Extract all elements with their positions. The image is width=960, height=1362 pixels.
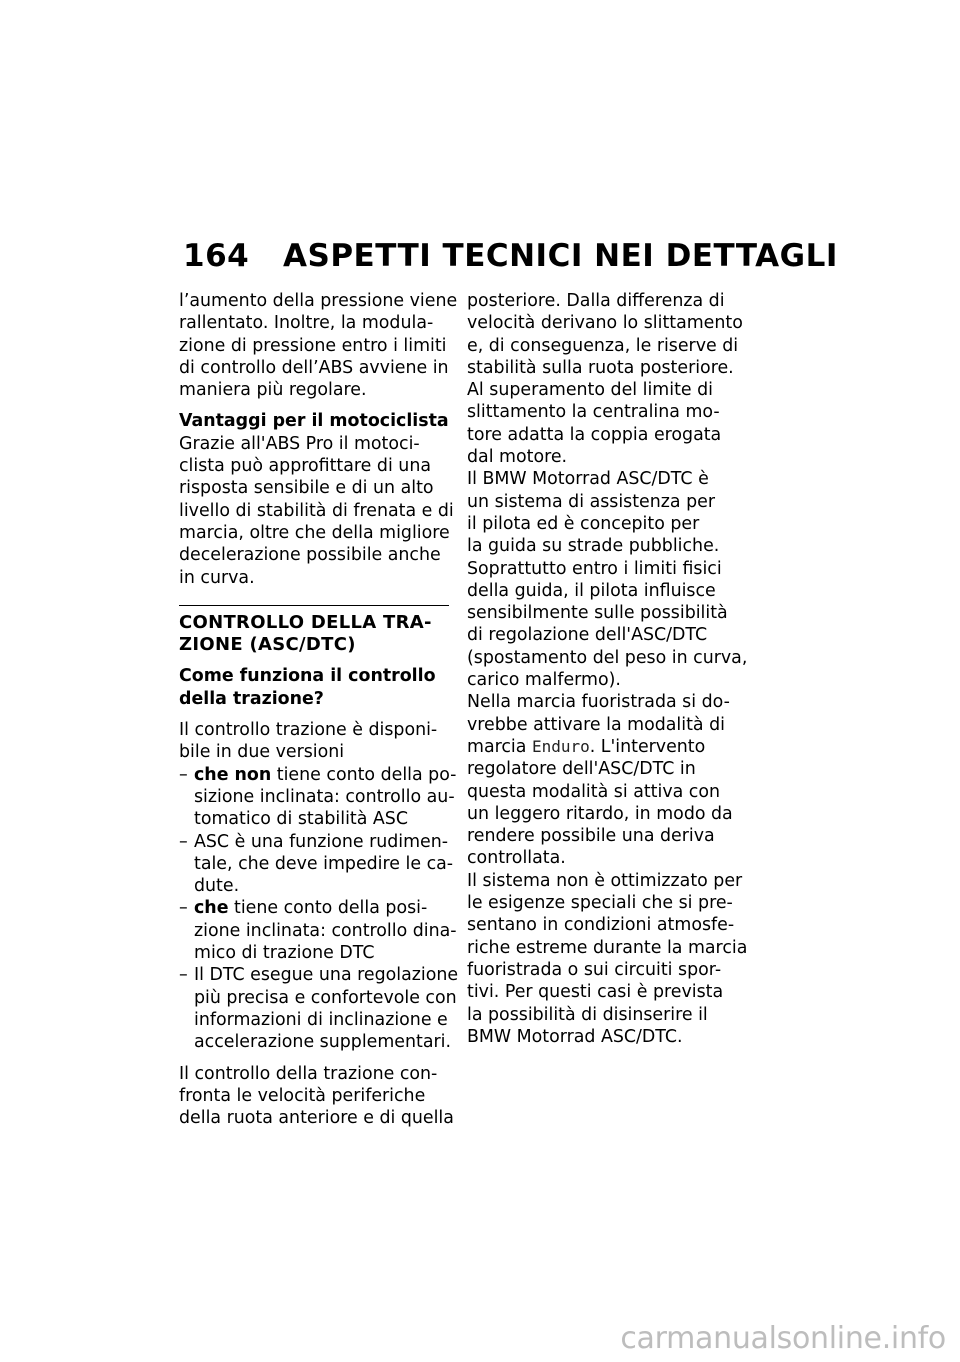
text-fragment: marcia xyxy=(467,736,532,757)
text-line: un leggero ritardo, in modo da xyxy=(467,803,733,824)
text-line: tivi. Per questi casi è prevista xyxy=(467,982,724,1003)
text-line: fronta le velocità periferiche xyxy=(179,1085,426,1106)
list-item-continuation: dute. xyxy=(194,876,240,897)
subheading-line: Come funziona il controllo xyxy=(179,666,436,687)
page-header xyxy=(183,238,838,282)
text-line: della ruota anteriore e di quella xyxy=(179,1108,454,1129)
text-line: tore adatta la coppia erogata xyxy=(467,424,722,445)
list-item-continuation: tomatico di stabilità ASC xyxy=(194,809,408,830)
text-line: di regolazione dell'ASC/DTC xyxy=(467,625,708,646)
text-line: in curva. xyxy=(179,567,255,588)
dash-bullet: – xyxy=(179,898,188,919)
closing-paragraph xyxy=(179,1063,454,1130)
text-line: Il controllo della trazione con- xyxy=(179,1063,438,1084)
right-paragraph-b xyxy=(467,758,748,1048)
list-item-text: Il DTC esegue una regolazione xyxy=(194,965,459,986)
section-heading-line: ZIONE (ASC/DTC) xyxy=(179,634,356,656)
enduro-mode-name: Enduro xyxy=(531,736,590,756)
text-line: l’aumento della pressione viene xyxy=(179,291,458,311)
list-item xyxy=(179,831,454,853)
text-line: regolatore dell'ASC/DTC in xyxy=(467,759,696,780)
text-line: clista può approfittare di una xyxy=(179,456,432,477)
text-line: Il controllo trazione è disponi- xyxy=(179,720,438,741)
enduro-mode-line xyxy=(467,736,742,758)
list-item-continuation: mico di trazione DTC xyxy=(194,943,375,964)
text-line: il pilota ed è concepito per xyxy=(467,513,700,534)
text-line: Soprattutto entro i limiti fisici xyxy=(467,558,722,579)
text-line: Grazie all'ABS Pro il motoci- xyxy=(179,433,420,454)
text-line: Il BMW Motorrad ASC/DTC è xyxy=(467,469,709,490)
page-title: ASPETTI TECNICI NEI DETTAGLI xyxy=(283,238,838,274)
text-line: sentano in condizioni atmosfe- xyxy=(467,915,735,936)
section-divider xyxy=(179,605,449,606)
list-item-continuation: informazioni di inclinazione e xyxy=(194,1009,448,1030)
text-line: decelerazione possibile anche xyxy=(179,545,441,566)
right-paragraph-a xyxy=(467,290,748,736)
list-item-continuation: zione inclinata: controllo dina- xyxy=(194,920,457,941)
text-line: Il sistema non è ottimizzato per xyxy=(467,870,743,891)
list-item-text: tiene conto della po- xyxy=(271,764,457,785)
text-line: slittamento la centralina mo- xyxy=(467,402,720,423)
list-item-text: ASC è una funzione rudimen- xyxy=(194,831,449,852)
list-item-bold: che non xyxy=(194,764,272,785)
text-line: sensibilmente sulle possibilità xyxy=(467,603,728,624)
dash-bullet: – xyxy=(179,831,188,852)
text-fragment: . L'intervento xyxy=(589,736,706,757)
versions-list xyxy=(179,764,459,1054)
vantaggi-paragraph xyxy=(179,433,454,589)
text-line: della guida, il pilota influisce xyxy=(467,580,716,601)
subheading-line: della trazione? xyxy=(179,688,324,709)
versions-intro xyxy=(179,719,454,764)
text-line: controllata. xyxy=(467,848,566,869)
text-line: Nella marcia fuoristrada si do- xyxy=(467,692,730,713)
text-line: zione di pressione entro i limiti xyxy=(179,335,447,356)
text-line: rallentato. Inoltre, la modula- xyxy=(179,313,434,334)
text-line: questa modalità si attiva con xyxy=(467,781,721,802)
text-line: di controllo dell’ABS avviene in xyxy=(179,357,449,378)
text-line: la guida su strade pubbliche. xyxy=(467,536,720,557)
dash-bullet: – xyxy=(179,764,188,785)
text-line: BMW Motorrad ASC/DTC. xyxy=(467,1026,683,1047)
text-line: la possibilità di disinserire il xyxy=(467,1004,708,1025)
list-item-text: tiene conto della posi- xyxy=(228,898,428,919)
text-line: risposta sensibile e di un alto xyxy=(179,478,434,499)
text-line: Al superamento del limite di xyxy=(467,380,713,401)
text-line: (spostamento del peso in curva, xyxy=(467,647,748,668)
text-line: bile in due versioni xyxy=(179,742,345,763)
text-line: maniera più regolare. xyxy=(179,380,367,401)
vantaggi-heading: Vantaggi per il motociclista xyxy=(179,411,449,432)
list-item xyxy=(179,964,459,986)
list-item xyxy=(179,764,457,786)
text-line: livello di stabilità di frenata e di xyxy=(179,500,454,521)
list-item xyxy=(179,897,454,919)
text-line: un sistema di assistenza per xyxy=(467,491,715,512)
text-line: stabilità sulla ruota posteriore. xyxy=(467,357,734,378)
text-line: velocità derivano lo slittamento xyxy=(467,313,743,334)
list-item-continuation: più precisa e confortevole con xyxy=(194,987,457,1008)
list-item-continuation: accelerazione supplementari. xyxy=(194,1032,452,1053)
intro-paragraph xyxy=(179,290,458,401)
text-line: rendere possibile una deriva xyxy=(467,826,715,847)
text-line: fuoristrada o sui circuiti spor- xyxy=(467,959,722,980)
dash-bullet: – xyxy=(179,965,188,986)
text-line: vrebbe attivare la modalità di xyxy=(467,714,725,735)
section-heading xyxy=(179,612,454,657)
text-line: marcia, oltre che della migliore xyxy=(179,522,450,543)
left-column xyxy=(179,290,459,1129)
text-line: le esigenze speciali che si pre- xyxy=(467,893,733,914)
text-line: dal motore. xyxy=(467,447,568,468)
page-number: 164 xyxy=(183,238,250,274)
section-heading-line: CONTROLLO DELLA TRA- xyxy=(179,611,432,633)
subheading xyxy=(179,665,454,710)
text-line: carico malfermo). xyxy=(467,670,621,691)
text-line: riche estreme durante la marcia xyxy=(467,937,748,958)
list-item-continuation: tale, che deve impedire le ca- xyxy=(194,853,454,874)
list-item-bold: che xyxy=(194,898,229,919)
right-column xyxy=(467,290,748,1048)
text-line: posteriore. Dalla differenza di xyxy=(467,291,725,311)
list-item-continuation: sizione inclinata: controllo au- xyxy=(194,786,455,807)
text-line: e, di conseguenza, le riserve di xyxy=(467,335,739,356)
watermark: carmanualsonline.info xyxy=(620,1321,946,1356)
